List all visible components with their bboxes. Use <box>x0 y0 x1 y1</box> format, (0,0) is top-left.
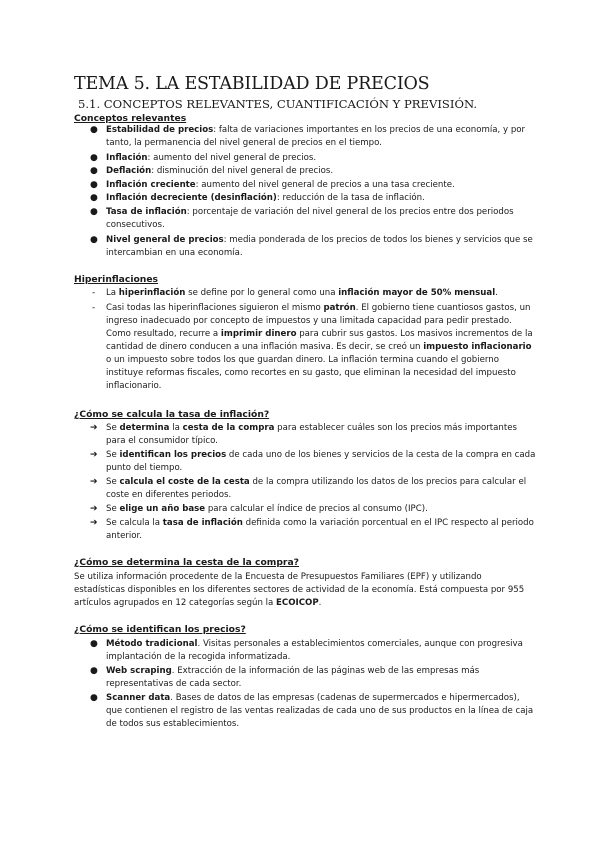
list-item: Se elige un año base para calcular el índice de precios al consumo (IPC). <box>106 504 428 514</box>
heading-cesta: ¿Cómo se determina la cesta de la compra? <box>74 557 299 568</box>
list-item: Se calcula el coste de la cesta de la compra utilizando los datos de los precios para calcular el coste en diferentes periodos. <box>106 477 527 500</box>
bullet-icon: ● <box>90 193 98 203</box>
list-item: Casi todas las hiperinflaciones siguieron el mismo patrón. El gobierno tiene cuantiosos gastos, un ingreso inadecuado por concepto de impuestos y una limitada capacidad para pedir prestado. Como resultado, recurre a imprimir dinero para cubrir sus gastos. Los masivos incrementos de la cantidad de dinero conducen a una inflación masiva. Es decir, se creó un impuesto inflacionario o un impuesto sobre todos los que guardan dinero. La inflación termina cuando el gobierno instituye reformas fiscales, como recortes en su gasto, que eliminan la necesidad del impuesto inflacionario. <box>106 303 533 391</box>
bullet-icon: ● <box>90 235 98 245</box>
arrow-icon: ➔ <box>90 477 98 487</box>
bullet-icon: ● <box>90 166 98 176</box>
dash-marker: - <box>92 288 96 298</box>
arrow-icon: ➔ <box>90 504 98 514</box>
bullet-icon: ● <box>90 666 98 676</box>
bullet-icon: ● <box>90 639 98 649</box>
list-item: Inflación: aumento del nivel general de precios. <box>106 153 317 163</box>
bullet-icon: ● <box>90 153 98 163</box>
list-item: Se calcula la tasa de inflación definida como la variación porcentual en el IPC respecto al periodo anterior. <box>106 518 534 541</box>
bullet-icon: ● <box>90 207 98 217</box>
list-item: Inflación decreciente (desinflación): reducción de la tasa de inflación. <box>106 193 425 203</box>
list-item: Se determina la cesta de la compra para establecer cuáles son los precios más importantes para el consumidor típico. <box>106 423 518 446</box>
heading-hiperinflaciones: Hiperinflaciones <box>74 274 159 285</box>
list-item: Tasa de inflación: porcentaje de variación del nivel general de los precios entre dos periodos consecutivos. <box>106 207 514 230</box>
heading-calculo: ¿Cómo se calcula la tasa de inflación? <box>74 409 270 420</box>
list-item: Inflación creciente: aumento del nivel general de precios a una tasa creciente. <box>106 180 455 190</box>
arrow-icon: ➔ <box>90 518 98 528</box>
list-item: Se identifican los precios de cada uno de los bienes y servicios de la cesta de la compra en cada punto del tiempo. <box>106 450 536 473</box>
bullet-icon: ● <box>90 693 98 703</box>
arrow-icon: ➔ <box>90 423 98 433</box>
dash-marker: - <box>92 303 96 313</box>
bullet-icon: ● <box>90 125 98 135</box>
arrow-icon: ➔ <box>90 450 98 460</box>
list-item: Método tradicional. Visitas personales a establecimientos comerciales, aunque con progresiva implantación de la recogida informatizada. <box>106 639 523 662</box>
list-item: Estabilidad de precios: falta de variaciones importantes en los precios de una economía, y por tanto, la permanencia del nivel general de precios en el tiempo. <box>106 125 526 148</box>
list-item: Web scraping. Extracción de la información de las páginas web de las empresas más representativas de cada sector. <box>106 666 480 689</box>
paragraph-cesta: Se utiliza información procedente de la Encuesta de Presupuestos Familiares (EPF) y utilizando estadísticas disponibles en los diferentes sectores de actividad de la economía. Está compuesta por 955 artículos agrupados en 12 categorías según la ECOICOP. <box>74 572 525 608</box>
page-title: TEMA 5. LA ESTABILIDAD DE PRECIOS <box>74 74 430 94</box>
list-item: La hiperinflación se define por lo general como una inflación mayor de 50% mensual. <box>106 288 498 298</box>
bullet-icon: ● <box>90 180 98 190</box>
heading-identificacion: ¿Cómo se identifican los precios? <box>74 624 246 635</box>
heading-conceptos: Conceptos relevantes <box>74 113 187 124</box>
list-item: Nivel general de precios: media ponderada de los precios de todos los bienes y servicios que se intercambian en una economía. <box>106 235 533 258</box>
list-item: Deflación: disminución del nivel general de precios. <box>106 166 334 176</box>
section-subtitle: 5.1. CONCEPTOS RELEVANTES, CUANTIFICACIÓN Y PREVISIÓN. <box>78 97 478 111</box>
list-item: Scanner data. Bases de datos de las empresas (cadenas de supermercados e hipermercados), que contienen el registro de las ventas realizadas de cada uno de sus productos en la línea de caja de todos sus establecimientos. <box>106 693 534 729</box>
